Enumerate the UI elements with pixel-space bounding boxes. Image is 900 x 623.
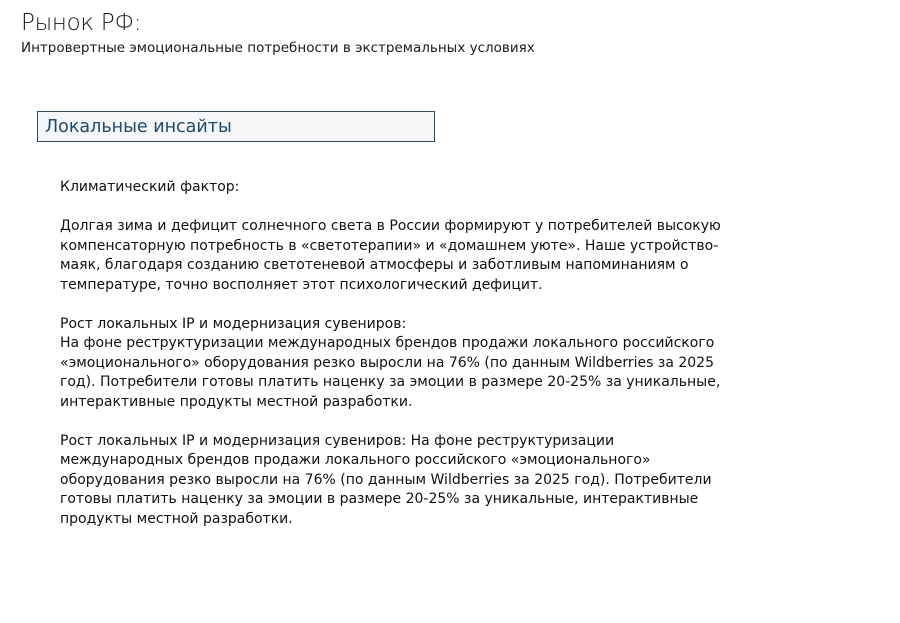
content-body <box>60 178 780 529</box>
page-subtitle: Интровертные эмоциональные потребности в экстремальных условиях <box>21 40 535 56</box>
section-header-box <box>37 111 435 142</box>
local-ip-paragraph-repeat: Рост локальных IP и модернизация сувениров: На фоне реструктуризации международных брендов продажи локального российского «эмоционального» оборудования резко выросли на 76% (по данным Wildberries за 2025 год). Потребители готовы платить наценку за эмоции в размере 20-25% за уникальные, интерактивные продукты местной разработки. <box>60 432 712 527</box>
climate-factor-paragraph: Долгая зима и дефицит солнечного света в России формируют у потребителей высокую компенсаторную потребность в «светотерапии» и «домашнем уюте». Наше устройство- маяк, благодаря созданию светотеневой атмосферы и заботливым напоминаниям о температуре, точно восполняет этот психологический дефицит. <box>60 218 721 293</box>
local-ip-paragraph: Рост локальных IP и модернизация сувениров: На фоне реструктуризации международных брендов продажи локального российского «эмоционального» оборудования резко выросли на 76% (по данным Wildberries за 2025 год). Потребители готовы платить наценку за эмоции в размере 20-25% за уникальные, интерактивные продукты местной разработки. <box>60 315 721 410</box>
section-title: Локальные инсайты <box>45 117 232 137</box>
page-title: Рынок РФ: <box>21 10 142 36</box>
climate-factor-heading: Климатический фактор: <box>60 179 240 195</box>
